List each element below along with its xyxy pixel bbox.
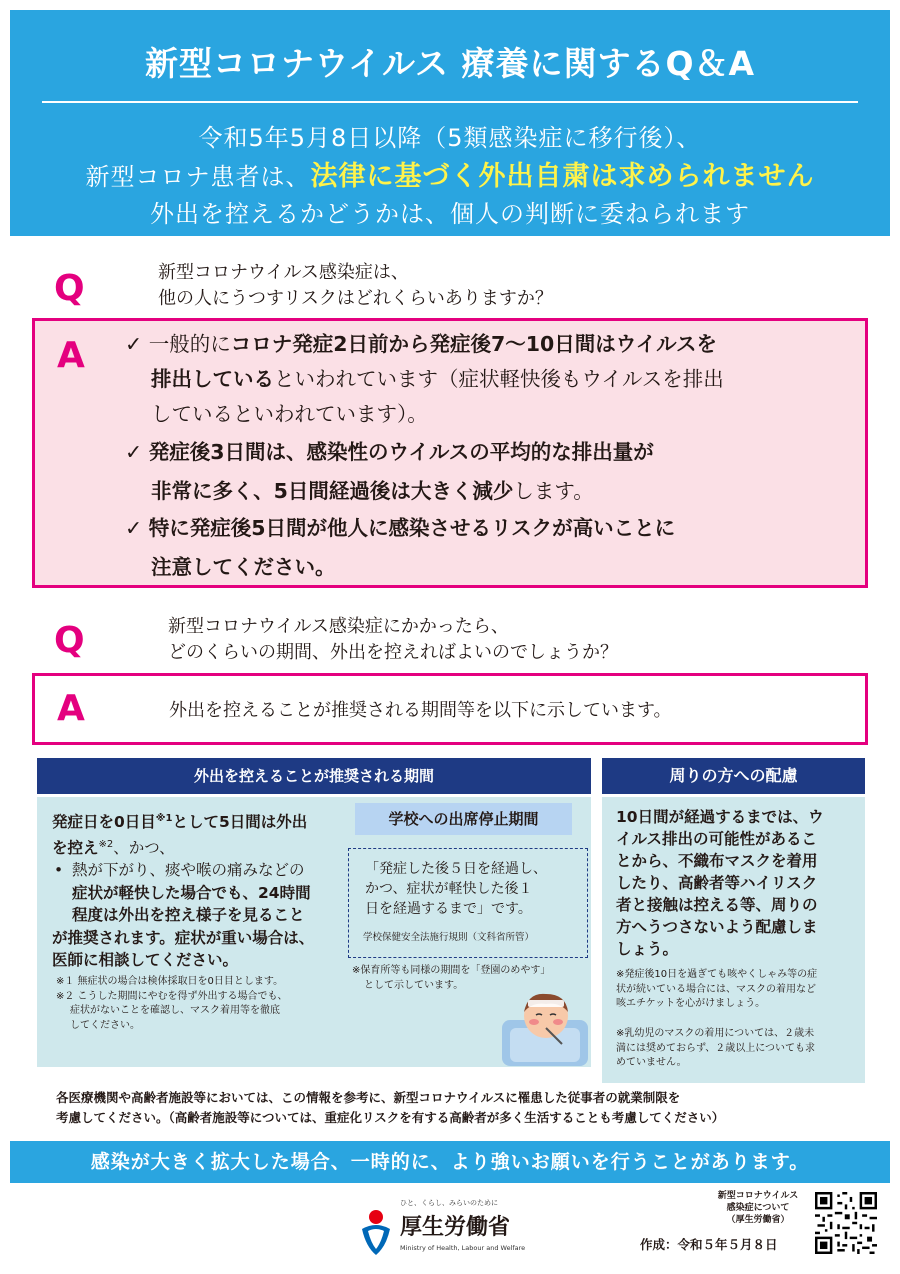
right-note-1-line-2: 状が続いている場合には、マスクの着用など (616, 983, 816, 995)
a1-mark: A (57, 335, 85, 376)
a1-b3-line-1: 特に発症後5日間が他人に感染させるリスクが高いことに (148, 516, 676, 540)
employer-note (56, 1088, 886, 1128)
p1-line2-a: を控え (52, 838, 99, 857)
q1-line-2: 他の人にうつすリスクはどれくらいありますか？ (158, 288, 553, 309)
q2-line-2: どのくらいの期間、外出を控えればよいのでしょうか？ (168, 642, 618, 663)
sick-child-illustration (500, 982, 590, 1066)
p1-line1-a: 発症日を0日目 (52, 813, 156, 832)
page-title: 新型コロナウイルス 療養に関するQ＆A (144, 44, 756, 83)
q2-mark: Q (54, 620, 85, 661)
left-panel-text (52, 808, 342, 972)
a2-mark: A (57, 688, 85, 729)
check-icon: ✓ (125, 516, 143, 540)
school-box (348, 848, 588, 958)
q1-mark: Q (54, 268, 85, 309)
right-line-7: しょう。 (616, 940, 679, 958)
qr-caption-line-2: 感染症について (726, 1203, 790, 1213)
school-note-line-1: ※保育所等も同様の期間を「登園のめやす」 (352, 965, 551, 976)
right-note-2-line-3: めていません。 (616, 1057, 687, 1068)
a1-b2-line-1: 発症後3日間は、感染性のウイルスの平均的な排出量が (148, 440, 654, 464)
school-line-2: かつ、症状が軽快した後１ (365, 881, 533, 897)
a1-bullet-3 (125, 511, 675, 585)
footnote-ref-1: ※1 (155, 813, 173, 824)
footnote-ref-2: ※2 (98, 838, 114, 850)
qr-caption-line-1: 新型コロナウイルス (717, 1191, 799, 1201)
header-line-2 (10, 154, 890, 193)
p2-line-1: 熱が下がり、痰や喉の痛みなどの (72, 861, 305, 880)
right-panel-heading: 周りの方への配慮 (602, 758, 865, 794)
right-note-1-line-3: 咳エチケットを心がけましょう。 (616, 998, 766, 1009)
right-note-2-line-1: ※乳幼児のマスクの着用については、２歳未 (616, 1028, 815, 1039)
a1-bullet-1 (125, 327, 724, 432)
right-note-2-line-2: 満には奨めておらず、２歳以上についても求 (616, 1042, 815, 1054)
p2-line-2: 症状が軽快した場合でも、24時間 (72, 883, 311, 902)
a1-b3-line-2: 注意してください。 (151, 555, 336, 579)
header-line-2-prefix: 新型コロナ患者は、 (85, 163, 311, 191)
p2-line-4: が推奨されます。症状が重い場合は、 (52, 928, 315, 947)
note-1: ※１ 無症状の場合は検体採取日を0日目とします。 (56, 976, 284, 987)
p2-line-5: 医師に相談してください。 (52, 951, 239, 970)
a1-b1-bold: コロナ発症2日前から発症後7～10日間はウイルスを (230, 332, 718, 356)
right-note-1-line-1: ※発症後10日を過ぎても咳やくしゃみ等の症 (616, 969, 818, 980)
header-highlight: 法律に基づく外出自粛は求められません (310, 161, 815, 192)
qr-caption (706, 1190, 810, 1226)
note-2-line-3: してください。 (70, 1019, 140, 1031)
a2-text: 外出を控えることが推奨される期間等を以下に示しています。 (169, 700, 672, 721)
p1-line1-b: として5日間は外出 (172, 813, 308, 832)
q2-line-1: 新型コロナウイルス感染症にかかったら、 (168, 616, 509, 637)
footer-banner: 感染が大きく拡大した場合、一時的に、より強いお願いを行うことがあります。 (10, 1141, 890, 1183)
check-icon: ✓ (125, 332, 143, 356)
ministry-tagline: ひと、くらし、みらいのために (400, 1199, 498, 1207)
a1-b1-line-3: しているといわれています）。 (151, 402, 428, 426)
bullet-icon: • (54, 861, 64, 880)
school-heading: 学校への出席停止期間 (355, 803, 572, 835)
ministry-logo-icon (356, 1207, 396, 1257)
p1-line2-b: 、かつ、 (113, 838, 175, 857)
right-line-6: 方へうつさないよう配慮しま (616, 918, 818, 936)
employer-line-2: 考慮してください。（高齢者施設等については、重症化リスクを有する高齢者が多く生活することも考慮してください） (56, 1110, 725, 1125)
created-date: 作成：令和５年５月８日 (640, 1237, 778, 1252)
right-note-2 (616, 1027, 861, 1071)
a1-box (32, 318, 868, 588)
q2-text (168, 614, 618, 666)
a1-b2-rest: します。 (513, 479, 594, 503)
a1-b1-pre: 一般的に (148, 332, 231, 356)
p2-line-3: 程度は外出を控え様子を見ること (72, 906, 305, 925)
check-icon: ✓ (125, 440, 143, 464)
a1-b1-bold-2: 排出している (151, 367, 274, 391)
right-note-1 (616, 968, 861, 1012)
left-panel-notes (56, 975, 346, 1033)
q1-text (158, 260, 553, 312)
qr-caption-line-3: （厚生労働省） (726, 1215, 790, 1225)
school-source: 学校保健安全法施行規則（文科省所管） (363, 932, 535, 943)
a1-b1-rest: といわれています（症状軽快後もウイルスを排出 (274, 367, 724, 391)
school-note-line-2: として示しています。 (364, 979, 464, 991)
note-2-line-1: ※２ こうした期間にやむを得ず外出する場合でも、 (56, 990, 288, 1002)
header-line-1: 令和5年5月8日以降（5類感染症に移行後）、 (198, 124, 702, 152)
right-panel-text (616, 806, 861, 960)
school-line-1: 「発症した後５日を経過し、 (365, 861, 547, 877)
q1-line-1: 新型コロナウイルス感染症は、 (158, 262, 409, 283)
header-line-3: 外出を控えるかどうかは、個人の判断に委ねられます (150, 200, 750, 228)
right-line-2: イルス排出の可能性があるこ (616, 830, 818, 848)
qr-code-icon (815, 1192, 877, 1254)
right-line-4: したり、高齢者等ハイリスク (616, 874, 818, 892)
employer-line-1: 各医療機関や高齢者施設等においては、この情報を参考に、新型コロナウイルスに罹患した従事者の就業制限を (56, 1090, 681, 1105)
header-banner (10, 10, 890, 236)
school-line-3: 日を経過するまで」です。 (365, 901, 532, 917)
a2-box (32, 673, 868, 745)
right-line-5: 者と接触は控える等、周りの (616, 896, 818, 914)
title-divider (42, 101, 858, 103)
right-line-1: 10日間が経過するまでは、ウ (616, 808, 824, 826)
note-2-line-2: 症状がないことを確認し、マスク着用等を徹底 (70, 1005, 280, 1016)
right-line-3: とから、不織布マスクを着用 (616, 852, 818, 870)
ministry-name: 厚生労働省 (400, 1215, 511, 1240)
ministry-english: Ministry of Health, Labour and Welfare (400, 1244, 526, 1252)
a1-b2-bold: 非常に多く、5日間経過後は大きく減少 (151, 479, 514, 503)
a1-bullet-2 (125, 435, 654, 509)
left-panel-heading: 外出を控えることが推奨される期間 (37, 758, 591, 794)
